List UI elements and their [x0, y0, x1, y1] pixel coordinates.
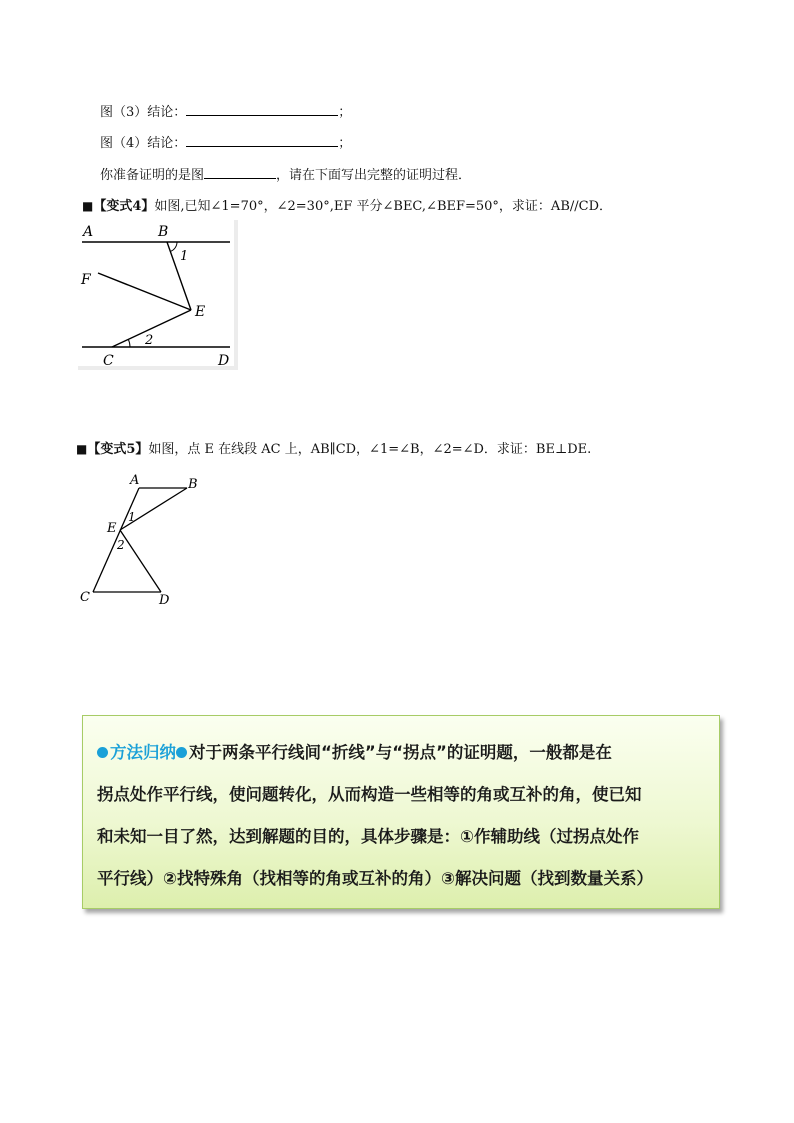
label-e: E	[107, 521, 117, 536]
summary-heading: 方法归纳	[110, 743, 176, 762]
summary-line-2: 拐点处作平行线，使问题转化，从而构造一些相等的角或互补的角，使已知	[97, 785, 642, 804]
label-angle-1: 1	[128, 510, 136, 524]
prove-choice	[100, 165, 471, 185]
label-angle-1: 1	[180, 249, 189, 264]
variant-5-marker: ■	[76, 442, 88, 456]
label-c: C	[80, 590, 90, 605]
variant-4-statement	[82, 197, 612, 216]
variant-4-marker: ■	[82, 199, 94, 213]
variant-5-statement	[76, 440, 591, 459]
segment-ac	[93, 488, 139, 592]
label-f: F	[81, 272, 91, 288]
prove-figure-blank[interactable]	[204, 165, 276, 179]
bullet-dot-icon	[176, 747, 187, 758]
variant-4-text: 如图,已知∠1=70°，∠2=30°,EF 平分∠BEC,∠BEF=50°，求证：AB//CD．	[154, 199, 613, 214]
q3-prefix: 图（3）结论：	[100, 105, 187, 120]
label-a: A	[83, 224, 94, 240]
summary-line-1	[97, 732, 709, 774]
segment-ed	[120, 530, 161, 592]
label-angle-2: 2	[117, 538, 125, 552]
q4-prefix: 图（4）结论：	[100, 136, 187, 151]
q4-suffix: ；	[338, 136, 352, 151]
label-d: D	[218, 353, 230, 369]
summary-text-1: 对于两条平行线间“折线”与“拐点”的证明题，一般都是在	[189, 743, 612, 762]
variant-4-figure	[78, 220, 238, 370]
q3-suffix: ；	[338, 105, 352, 120]
label-c: C	[103, 353, 114, 369]
variant-5-figure	[76, 470, 216, 610]
summary-line-4: 平行线）②找特殊角（找相等的角或互补的角）③解决问题（找到数量关系）	[97, 869, 653, 888]
variant-5-tag: 【变式5】	[87, 442, 149, 457]
question-3-conclusion	[100, 102, 351, 122]
label-angle-2: 2	[145, 333, 154, 348]
q3-answer-blank[interactable]	[186, 102, 338, 116]
prove-prefix: 你准备证明的是图	[100, 168, 205, 183]
label-a: A	[130, 473, 140, 488]
label-b: B	[188, 477, 198, 492]
bullet-dot-icon	[97, 747, 108, 758]
label-e: E	[195, 304, 206, 320]
label-b: B	[158, 224, 169, 240]
question-4-conclusion	[100, 133, 351, 153]
q4-answer-blank[interactable]	[186, 133, 338, 147]
summary-line-3: 和未知一目了然，达到解题的目的，具体步骤是：①作辅助线（过拐点处作	[97, 827, 639, 846]
variant-4-tag: 【变式4】	[93, 199, 155, 214]
method-summary-box	[82, 715, 720, 909]
prove-suffix: ，请在下面写出完整的证明过程．	[276, 168, 472, 183]
variant-5-text: 如图，点 E 在线段 AC 上，AB∥CD，∠1=∠B，∠2=∠D．求证：BE⊥DE.	[148, 442, 592, 457]
label-d: D	[159, 593, 170, 608]
